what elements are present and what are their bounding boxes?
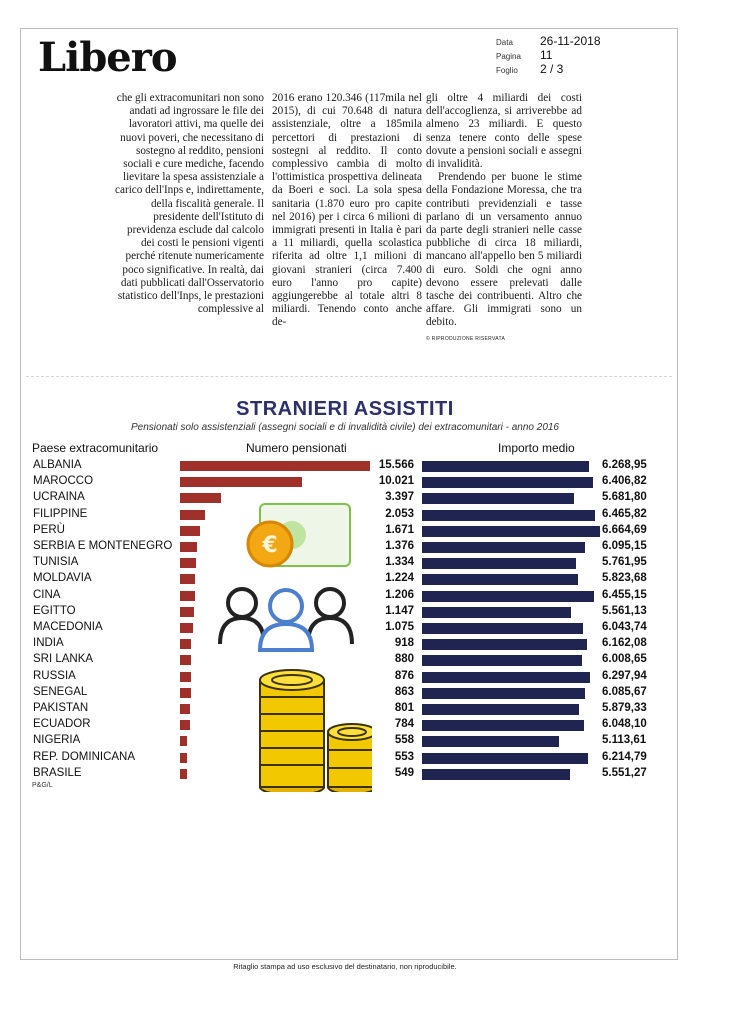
pensioner-count-label: 918 <box>394 637 414 650</box>
pensioner-count-label: 3.397 <box>385 491 414 504</box>
average-amount-bar <box>422 623 583 634</box>
pensioner-count-bar <box>180 510 205 520</box>
average-amount-bar <box>422 672 590 683</box>
average-amount-label: 6.455,15 <box>602 588 647 601</box>
pensioner-count-bar <box>180 607 194 617</box>
average-amount-label: 6.297,94 <box>602 669 647 682</box>
average-amount-bar <box>422 526 600 537</box>
average-amount-bar <box>422 753 588 764</box>
average-amount-label: 6.664,69 <box>602 523 647 536</box>
article-column-1 <box>114 92 264 316</box>
section-divider <box>26 376 672 377</box>
average-amount-bar <box>422 574 578 585</box>
pensioner-count-label: 1.334 <box>385 556 414 569</box>
average-amount-label: 6.008,65 <box>602 653 647 666</box>
pensioner-count-label: 1.206 <box>385 588 414 601</box>
pensioner-count-bar <box>180 574 195 584</box>
average-amount-bar <box>422 736 559 747</box>
average-amount-bar <box>422 720 584 731</box>
country-label: TUNISIA <box>33 556 79 569</box>
pensioner-count-label: 784 <box>394 718 414 731</box>
chart-source: P&G/L <box>32 782 53 789</box>
average-amount-bar <box>422 558 576 569</box>
country-label: SERBIA E MONTENEGRO <box>33 540 173 552</box>
column-header-country: Paese extracomunitario <box>32 441 159 455</box>
pensioner-count-label: 863 <box>394 685 414 698</box>
pensioner-count-label: 880 <box>394 653 414 666</box>
coins-people-illustration <box>212 492 372 792</box>
average-amount-bar <box>422 510 595 521</box>
country-label: EGITTO <box>33 604 76 617</box>
average-amount-label: 6.162,08 <box>602 637 647 650</box>
pensioner-count-label: 1.671 <box>385 523 414 536</box>
pensioner-count-bar <box>180 542 197 552</box>
chart-subtitle: Pensionati solo assistenziali (assegni sociali e di invalidità civile) dei extracomunitari - anno 2016 <box>131 422 559 433</box>
pensioner-count-label: 558 <box>394 734 414 747</box>
average-amount-bar <box>422 639 587 650</box>
average-amount-bar <box>422 607 571 618</box>
country-label: INDIA <box>33 637 64 650</box>
pensioner-count-label: 1.147 <box>385 604 414 617</box>
meta-value: 26-11-2018 <box>540 34 601 48</box>
pensioner-count-bar <box>180 704 190 714</box>
average-amount-bar <box>422 461 589 472</box>
pensioner-count-label: 553 <box>394 750 414 763</box>
article-paragraph: 2016 erano 120.346 (117mila nel 2015), di cui 70.648 di natura assistenziale, oltre a 185mila percettori di prestazioni di sostegni al reddito. Il conto complessivo cambia di molto l'ottimistica prospettiva delineata da Boeri e soci. La sola spesa sanitaria (1.870 euro pro capite nel 2016) per i circa 6 milioni di immigrati presenti in Italia è pari a 11 miliardi, quella scolastica riferita ad oltre 1,1 milioni di giovani stranieri (circa 7.400 euro l'anno pro capite) aggiungerebbe al totale altri 8 miliardi. Tenendo conto anche de- <box>272 92 422 329</box>
pensioner-count-bar <box>180 672 191 682</box>
clipping-footer: Ritaglio stampa ad uso esclusivo del destinatario, non riproducibile. <box>233 962 457 971</box>
country-label: REP. DOMINICANA <box>33 750 136 763</box>
pensioner-count-bar <box>180 655 191 665</box>
svg-text:€: € <box>262 533 278 558</box>
average-amount-bar <box>422 542 585 553</box>
pensioner-count-bar <box>180 461 370 471</box>
meta-value: 11 <box>540 48 553 62</box>
pensioner-count-label: 10.021 <box>378 475 414 488</box>
country-label: RUSSIA <box>33 669 76 682</box>
pensioner-count-bar <box>180 736 187 746</box>
pensioner-count-bar <box>180 769 187 779</box>
country-label: UCRAINA <box>33 491 85 504</box>
meta-label: Pagina <box>496 52 521 61</box>
pensioner-count-bar <box>180 591 195 601</box>
country-label: MAROCCO <box>33 475 94 488</box>
average-amount-bar <box>422 769 570 780</box>
pensioner-count-label: 15.566 <box>378 459 414 471</box>
pensioner-count-label: 801 <box>394 702 414 714</box>
copyright-notice: © RIPRODUZIONE RISERVATA <box>426 335 506 342</box>
column-header-average: Importo medio <box>498 441 575 455</box>
average-amount-bar <box>422 493 574 504</box>
chart-title: STRANIERI ASSISTITI <box>236 398 454 420</box>
pensioner-count-bar <box>180 720 190 730</box>
average-amount-bar <box>422 477 593 488</box>
meta-row-page <box>496 48 696 62</box>
pensioner-count-label: 1.224 <box>385 572 414 585</box>
average-amount-label: 6.043,74 <box>602 621 647 633</box>
article-body <box>114 92 586 362</box>
pensioner-count-label: 1.075 <box>385 621 414 633</box>
country-label: NIGERIA <box>33 734 81 747</box>
chart-row <box>0 458 730 474</box>
newspaper-logo: Libero <box>38 34 177 81</box>
pensioner-count-bar <box>180 623 193 633</box>
article-column-3 <box>426 92 582 346</box>
country-label: FILIPPINE <box>33 507 88 520</box>
country-label: MOLDAVIA <box>33 572 92 585</box>
country-label: PERÙ <box>33 523 65 536</box>
pensioner-count-bar <box>180 639 191 649</box>
pensioner-count-bar <box>180 477 302 487</box>
meta-label: Data <box>496 38 513 47</box>
country-label: BRASILE <box>33 766 82 779</box>
pensioner-count-bar <box>180 688 191 698</box>
average-amount-label: 5.879,33 <box>602 702 647 714</box>
column-header-count: Numero pensionati <box>246 441 347 455</box>
average-amount-label: 6.465,82 <box>602 507 647 520</box>
country-label: ALBANIA <box>33 459 82 471</box>
pensioner-count-bar <box>180 558 196 568</box>
pensioner-count-bar <box>180 753 187 763</box>
average-amount-bar <box>422 655 582 666</box>
average-amount-label: 5.823,68 <box>602 572 647 585</box>
country-label: SRI LANKA <box>33 653 94 666</box>
clipping-meta <box>496 34 696 76</box>
average-amount-bar <box>422 704 579 715</box>
pensioner-count-label: 876 <box>394 669 414 682</box>
article-paragraph: che gli extracomunitari non sono andati ad ingrossare le file dei lavoratori attivi, ma quelle dei nuovi poveri, che necessitano di sostegno al reddito, pensioni sociali e cure mediche, facendo lievitare la spesa assistenziale a carico dell'Inps e, indirettamente, della fiscalità generale. Il presidente dell'Istituto di previdenza esclude dal calcolo dei costi le pensioni vigenti perché ritenute numericamente poco significative. In realtà, dai dati pubblicati dall'Osservatorio statistico dell'Inps, le prestazioni complessive al <box>115 92 264 316</box>
average-amount-label: 5.113,61 <box>602 734 647 747</box>
country-label: CINA <box>33 588 61 601</box>
average-amount-label: 6.268,95 <box>602 459 647 471</box>
country-label: ECUADOR <box>33 718 91 731</box>
article-paragraph: gli oltre 4 miliardi dei costi dell'accoglienza, si arriverebbe ad almeno 23 miliardi. E questo senza tenere conto delle spese dovute a pensioni sociali e assegni di invalidità. <box>426 92 582 171</box>
article-paragraph: Prendendo per buone le stime della Fondazione Moressa, che tra contributi previdenziali e tasse parlano di un versamento annuo da parte degli stranieri nelle casse pubbliche di circa 18 miliardi, mancano all'appello ben 5 miliardi di euro. Soldi che ogni anno devono essere prelevati dalle tasche dei contribuenti. Altro che affare. Gli immigrati sono un debito. <box>426 171 582 329</box>
pensioner-count-label: 2.053 <box>385 507 414 520</box>
meta-label: Foglio <box>496 66 518 75</box>
average-amount-label: 6.095,15 <box>602 540 647 552</box>
average-amount-bar <box>422 591 594 602</box>
average-amount-label: 5.561,13 <box>602 604 647 617</box>
country-label: SENEGAL <box>33 685 88 698</box>
average-amount-label: 6.214,79 <box>602 750 647 763</box>
pensioner-count-label: 1.376 <box>385 540 414 552</box>
average-amount-bar <box>422 688 585 699</box>
average-amount-label: 5.681,80 <box>602 491 647 504</box>
average-amount-label: 6.406,82 <box>602 475 647 488</box>
chart-row <box>0 474 730 490</box>
country-label: PAKISTAN <box>33 702 89 714</box>
average-amount-label: 5.761,95 <box>602 556 647 569</box>
average-amount-label: 6.048,10 <box>602 718 647 731</box>
average-amount-label: 5.551,27 <box>602 766 647 779</box>
article-column-2 <box>272 92 422 330</box>
pensioner-count-bar <box>180 526 200 536</box>
average-amount-label: 6.085,67 <box>602 685 647 698</box>
meta-row-date <box>496 34 696 48</box>
meta-value: 2 / 3 <box>540 62 564 76</box>
country-label: MACEDONIA <box>33 621 103 633</box>
meta-row-sheet <box>496 62 696 76</box>
pensioner-count-label: 549 <box>394 766 414 779</box>
